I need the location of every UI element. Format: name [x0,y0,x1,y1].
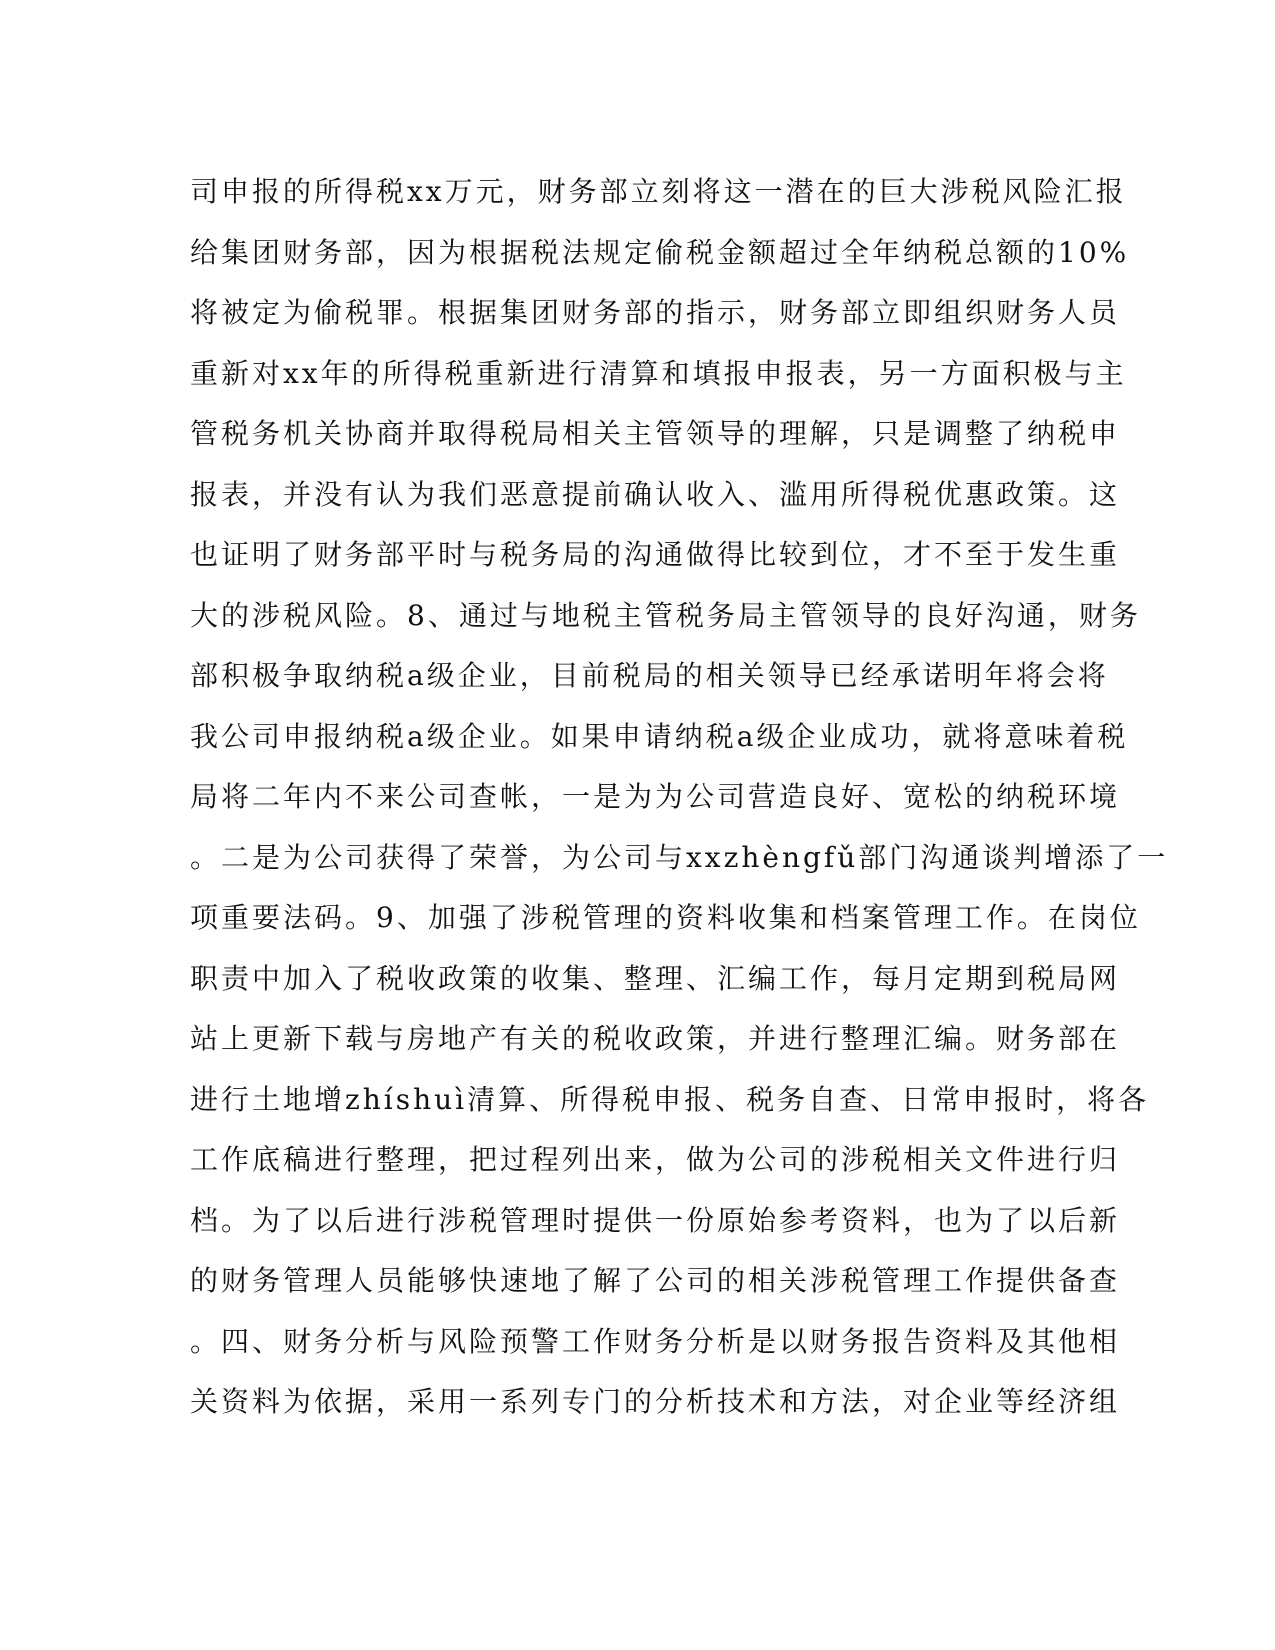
text-line: 项重要法码。9、加强了涉税管理的资料收集和档案管理工作。在岗位 [190,901,1141,934]
text-line: 局将二年内不来公司查帐，一是为为公司营造良好、宽松的纳税环境 [190,780,1121,813]
text-line: 档。为了以后进行涉税管理时提供一份原始参考资料，也为了以后新 [190,1203,1121,1237]
text-line: 重新对xx年的所得税重新进行清算和填报申报表，另一方面积极与主 [190,356,1127,390]
text-line: 关资料为依据，采用一系列专门的分析技术和方法，对企业等经济组 [190,1385,1121,1418]
text-line: 的财务管理人员能够快速地了解了公司的相关涉税管理工作提供备查 [190,1264,1121,1297]
text-line: 。二是为公司获得了荣誉，为公司与xxzhèngfǔ部门沟通谈判增添了一 [190,840,1169,874]
text-line: 将被定为偷税罪。根据集团财务部的指示，财务部立即组织财务人员 [190,296,1121,329]
text-line: 报表，并没有认为我们恶意提前确认收入、滥用所得税优惠政策。这 [190,477,1121,511]
text-line: 职责中加入了税收政策的收集、整理、汇编工作，每月定期到税局网 [190,961,1121,995]
text-line: 也证明了财务部平时与税务局的沟通做得比较到位，才不至于发生重 [190,538,1121,571]
text-line: 给集团财务部，因为根据税法规定偷税金额超过全年纳税总额的10% [190,235,1130,269]
body-text [190,162,1169,1433]
text-line: 工作底稿进行整理，把过程列出来，做为公司的涉税相关文件进行归 [190,1143,1121,1176]
text-line: 我公司申报纳税a级企业。如果申请纳税a级企业成功，就将意味着税 [190,719,1129,753]
text-line: 司申报的所得税xx万元，财务部立刻将这一潜在的巨大涉税风险汇报 [190,175,1127,208]
text-line: 管税务机关协商并取得税局相关主管领导的理解，只是调整了纳税申 [190,417,1121,450]
text-line: 部积极争取纳税a级企业，目前税局的相关领导已经承诺明年将会将 [190,659,1109,692]
text-line: 进行土地增zhíshuì清算、所得税申报、税务自查、日常申报时，将各 [190,1082,1150,1116]
text-line: 。四、财务分析与风险预警工作财务分析是以财务报告资料及其他相 [190,1324,1121,1358]
text-line: 大的涉税风险。8、通过与地税主管税务局主管领导的良好沟通，财务 [190,598,1141,632]
text-line: 站上更新下载与房地产有关的税收政策，并进行整理汇编。财务部在 [190,1022,1121,1055]
